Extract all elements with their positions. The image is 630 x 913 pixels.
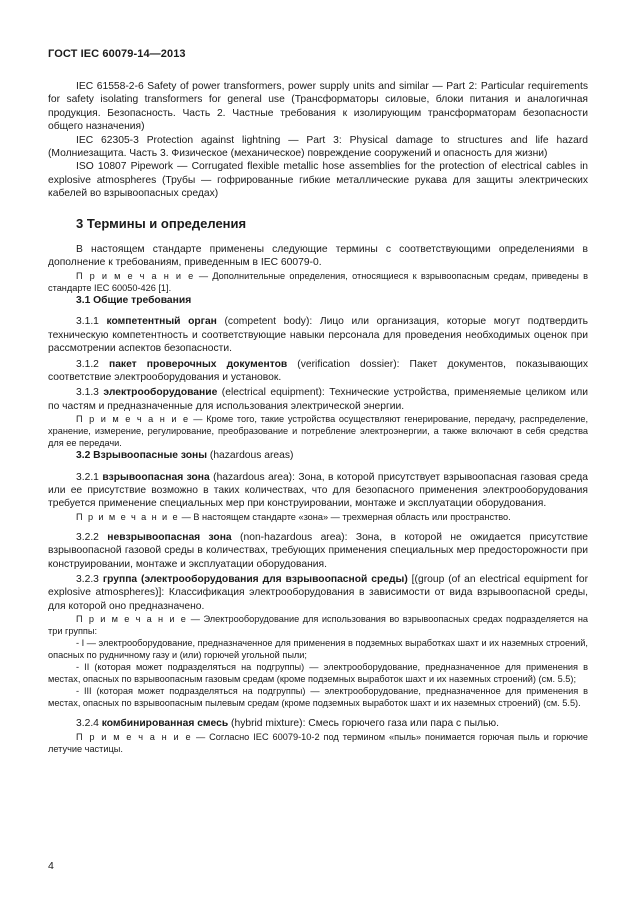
page-body <box>48 80 588 755</box>
note-3-1-3: П р и м е ч а н и е — Кроме того, такие устройства осуществляют генерирование, передачу, распределение, хранение, измерение, регулирование, преобразование и потребление электроэнергии, а также включают в себя средства для ее передачи. <box>48 414 588 449</box>
term-3-2-4: 3.2.4 комбинированная смесь (hybrid mixture): Смесь горючего газа или пара с пылью. <box>76 718 499 730</box>
group-item: - I — электрооборудование, предназначенное для применения в подземных выработках шахт и их наземных строений, опасных по рудничному газу и (или) горючей угольной пыли; <box>48 638 588 661</box>
note-3-2-1: П р и м е ч а н и е — В настоящем стандарте «зона» — трехмерная область или пространство. <box>76 511 511 522</box>
term-3-2-3: 3.2.3 группа (электрооборудования для взрывоопасной среды) [(group (of an electrical equipment for explosive atmospheres)]: Классификация электрооборудования в зависимости от вида взрывоопасной среды, для которой оно предназначено. <box>48 573 588 612</box>
term-name: электрооборудование <box>103 387 218 399</box>
note-3-2-3: П р и м е ч а н и е — Электрооборудование для использования во взрывоопасных средах подразделяется на три группы: <box>48 614 588 637</box>
group-item: - II (которая может подразделяться на подгруппы) — электрооборудование, предназначенное для применения в местах, опасных по взрывоопасным газовым средам (кроме подземных выработок шахт и их наземных строений) (см. 5.5); <box>48 662 588 685</box>
reference-iso-10807: ISO 10807 Pipework — Corrugated flexible metallic hose assemblies for the protection of electrical cables in explosive atmospheres (Трубы — гофрированные гибкие металлические рукава для защиты электрических кабелей во взрывоопасных средах) <box>48 161 588 200</box>
section-title: 3 Термины и определения <box>76 215 247 231</box>
term-3-2-2: 3.2.2 невзрывоопасная зона (non-hazardous area): Зона, в которой не ожидается присутствие взрывоопасной газовой среды в количествах, требующих применения специальных мер предосторожности при конструировании, монтаже и эксплуатации оборудования. <box>48 531 589 570</box>
section-intro: В настоящем стандарте применены следующие термины с соответствующими определениями в дополнение к требованиям, приведенным в IEC 60079-0. <box>48 244 588 269</box>
term-name: комбинированная смесь <box>101 718 229 730</box>
term-3-1-3: 3.1.3 электрооборудование (electrical equipment): Технические устройства, применяемые целиком или по частям и предназначенные для использования электрической энергии. <box>48 387 588 412</box>
term-3-1-1: 3.1.1 компетентный орган (competent body): Лицо или организация, которые могут подтвердить техническую компетентность и соответствующие навыки персонала для проведения необходимых оценок при рассмотрении аспектов безопасности. <box>48 316 588 355</box>
reference-iec-61558: IEC 61558-2-6 Safety of power transformers, power supply units and similar — Part 2: Particular requirements for safety isolating transformers for general use (Трансформаторы силовые, блоки питания и аналогичная продукция. Безопасность. Часть 2. Частные требования к изолирующим трансформаторам безопасности общего назначения) <box>48 81 588 133</box>
subsection-3-1: 3.1 Общие требования <box>76 294 192 306</box>
term-3-2-1: 3.2.1 взрывоопасная зона (hazardous area): Зона, в которой присутствует взрывоопасная газовая среда или ее присутствие возможно в таких количествах, что для безопасного применения электрооборудования требуется применение специальных мер при конструировании, монтаже и эксплуатации оборудования. <box>48 471 589 510</box>
term-name: невзрывоопасная зона <box>107 531 232 543</box>
term-name: компетентный орган <box>106 316 217 328</box>
term-3-1-2: 3.1.2 пакет проверочных документов (verification dossier): Пакет документов, показывающих соответствие электрооборудования и установок. <box>48 358 588 383</box>
group-item: - III (которая может подразделяться на подгруппы) — электрооборудование, предназначенное для применения в местах, опасных по взрывоопасным пылевым средам (кроме подземных выработок шахт и их наземных строений) (см. 5.5). <box>48 686 588 709</box>
note-3-2-4: П р и м е ч а н и е — Согласно IEC 60079-10-2 под термином «пыль» понимается горючая пыль и горючие летучие частицы. <box>48 731 588 754</box>
page-number: 4 <box>48 860 54 872</box>
document-header: ГОСТ IEC 60079-14—2013 <box>48 48 186 60</box>
reference-iec-62305: IEC 62305-3 Protection against lightning — Part 3: Physical damage to structures and life hazard (Молниезащита. Часть 3. Физическое (механическое) повреждение сооружений и опасность для жизни) <box>48 134 588 160</box>
note-label: П р и м е ч а н и е <box>76 270 195 281</box>
note-intro: П р и м е ч а н и е — Дополнительные определения, относящиеся к взрывоопасным средам, приведены в стандарте IEC 60050-426 [1]. <box>48 270 588 293</box>
term-name: пакет проверочных документов <box>108 358 288 370</box>
term-name: взрывоопасная зона <box>102 471 210 483</box>
term-name: группа (электрооборудования для взрывоопасной среды) <box>102 573 408 585</box>
subsection-3-2: 3.2 Взрывоопасные зоны (hazardous areas) <box>76 450 294 462</box>
